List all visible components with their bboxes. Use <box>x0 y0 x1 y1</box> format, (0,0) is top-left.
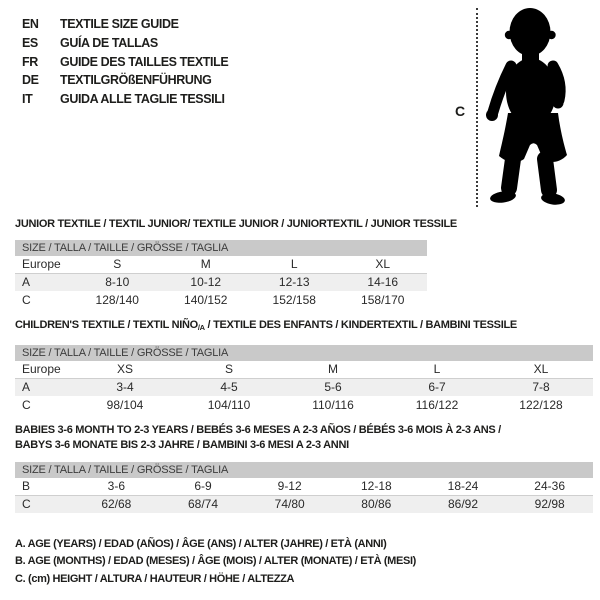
table-cell: 62/68 <box>101 497 132 512</box>
language-title: GUÍA DE TALLAS <box>60 36 158 51</box>
table-cell: S <box>113 257 122 272</box>
nino-a-subscript: /A <box>197 323 205 332</box>
table-cell: S <box>224 362 233 377</box>
language-code: DE <box>22 73 39 88</box>
junior-section-title: JUNIOR TEXTILE / TEXTIL JUNIOR/ TEXTILE JUNIOR / JUNIORTEXTIL / JUNIOR TESSILE <box>15 218 457 230</box>
table-cell: M <box>200 257 211 272</box>
row-label: A <box>22 380 31 395</box>
table-cell: 86/92 <box>447 497 478 512</box>
language-code: ES <box>22 36 38 51</box>
row-label: Europe <box>22 257 61 272</box>
children-section-title <box>15 319 517 332</box>
table-cell: 92/98 <box>534 497 565 512</box>
row-label: B <box>22 479 31 494</box>
table-cell: 5-6 <box>324 380 342 395</box>
size-header-bar: SIZE / TALLA / TAILLE / GRÖSSE / TAGLIA <box>15 240 427 256</box>
table-cell: 8-10 <box>105 275 130 290</box>
language-row <box>22 90 228 109</box>
babies-title-line1: BABIES 3-6 MONTH TO 2-3 YEARS / BEBÉS 3-6 MESES A 2-3 AÑOS / BÉBÉS 3-6 MOIS À 2-3 ANS / <box>15 424 501 436</box>
table-cell: 14-16 <box>367 275 399 290</box>
size-header-bar: SIZE / TALLA / TAILLE / GRÖSSE / TAGLIA <box>15 462 593 478</box>
table-row-height <box>15 396 593 414</box>
table-cell: 4-5 <box>220 380 238 395</box>
height-measure-label: C <box>455 103 466 119</box>
junior-size-table <box>15 240 427 309</box>
table-cell: 6-7 <box>428 380 446 395</box>
size-header-bar: SIZE / TALLA / TAILLE / GRÖSSE / TAGLIA <box>15 345 593 361</box>
table-cell: 74/80 <box>274 497 305 512</box>
children-size-table <box>15 345 593 414</box>
table-row-europe <box>15 256 427 274</box>
table-cell: 68/74 <box>187 497 218 512</box>
table-row-months <box>15 478 593 496</box>
language-row <box>22 15 228 34</box>
table-cell: M <box>328 362 338 377</box>
table-cell: 9-12 <box>277 479 302 494</box>
babies-title-line2: BABYS 3-6 MONATE BIS 2-3 JAHRE / BAMBINI 3-6 MESI A 2-3 ANNI <box>15 439 349 451</box>
table-cell: XS <box>116 362 133 377</box>
table-cell: 116/122 <box>415 397 459 412</box>
row-label: A <box>22 275 31 290</box>
table-row-europe <box>15 361 593 379</box>
table-cell: 152/158 <box>272 292 316 307</box>
footnote-a: A. AGE (YEARS) / EDAD (AÑOS) / ÂGE (ANS) / ALTER (JAHRE) / ETÀ (ANNI) <box>15 538 387 550</box>
table-cell: 3-4 <box>116 380 134 395</box>
language-row <box>22 34 228 53</box>
babies-section-title <box>15 423 515 453</box>
babies-size-table <box>15 462 593 513</box>
height-dotted-line <box>476 8 478 207</box>
table-cell: 6-9 <box>194 479 212 494</box>
table-cell: L <box>433 362 441 377</box>
table-cell: 122/128 <box>519 397 563 412</box>
table-row-age <box>15 274 427 292</box>
footnote-b: B. AGE (MONTHS) / EDAD (MESES) / ÂGE (MOIS) / ALTER (MONATE) / ETÀ (MESI) <box>15 555 416 568</box>
language-title: TEXTILE SIZE GUIDE <box>60 17 179 32</box>
footnote-c: C. (cm) HEIGHT / ALTURA / HAUTEUR / HÖHE / ALTEZZA <box>15 572 295 585</box>
footnotes <box>15 536 416 588</box>
toddler-silhouette-icon <box>486 3 598 211</box>
language-row <box>22 52 228 71</box>
table-cell: 18-24 <box>447 479 479 494</box>
language-code: FR <box>22 54 38 69</box>
table-cell: 140/152 <box>184 292 228 307</box>
row-label: C <box>22 292 31 307</box>
row-label: C <box>22 397 31 412</box>
language-code: IT <box>22 92 33 107</box>
children-title-pre: CHILDREN'S TEXTILE / TEXTIL NIÑO <box>15 319 198 331</box>
table-cell: 104/110 <box>207 397 251 412</box>
table-cell: 80/86 <box>361 497 392 512</box>
table-row-age <box>15 379 593 397</box>
children-title-post: / TEXTILE DES ENFANTS / KINDERTEXTIL / BAMBINI TESSILE <box>204 319 517 331</box>
language-title-list <box>22 15 228 108</box>
table-cell: 12-18 <box>360 479 392 494</box>
table-cell: 128/140 <box>95 292 139 307</box>
table-cell: 24-36 <box>534 479 565 494</box>
language-title: TEXTILGRÖßENFÜHRUNG <box>60 73 212 88</box>
table-cell: XL <box>375 257 391 272</box>
table-cell: 12-13 <box>278 275 310 290</box>
table-row-height <box>15 291 427 309</box>
table-cell: 110/116 <box>312 397 354 412</box>
table-cell: XL <box>533 362 549 377</box>
table-cell: 7-8 <box>532 380 550 395</box>
language-code: EN <box>22 17 39 32</box>
row-label: C <box>22 497 31 512</box>
table-cell: 3-6 <box>107 479 125 494</box>
language-title: GUIDE DES TAILLES TEXTILE <box>60 54 229 69</box>
language-row <box>22 71 228 90</box>
table-cell: 98/104 <box>106 397 144 412</box>
table-row-height <box>15 496 593 514</box>
table-cell: L <box>290 257 298 272</box>
language-title: GUIDA ALLE TAGLIE TESSILI <box>60 92 225 107</box>
table-cell: 10-12 <box>190 275 222 290</box>
row-label: Europe <box>22 362 61 377</box>
table-cell: 158/170 <box>361 292 405 307</box>
